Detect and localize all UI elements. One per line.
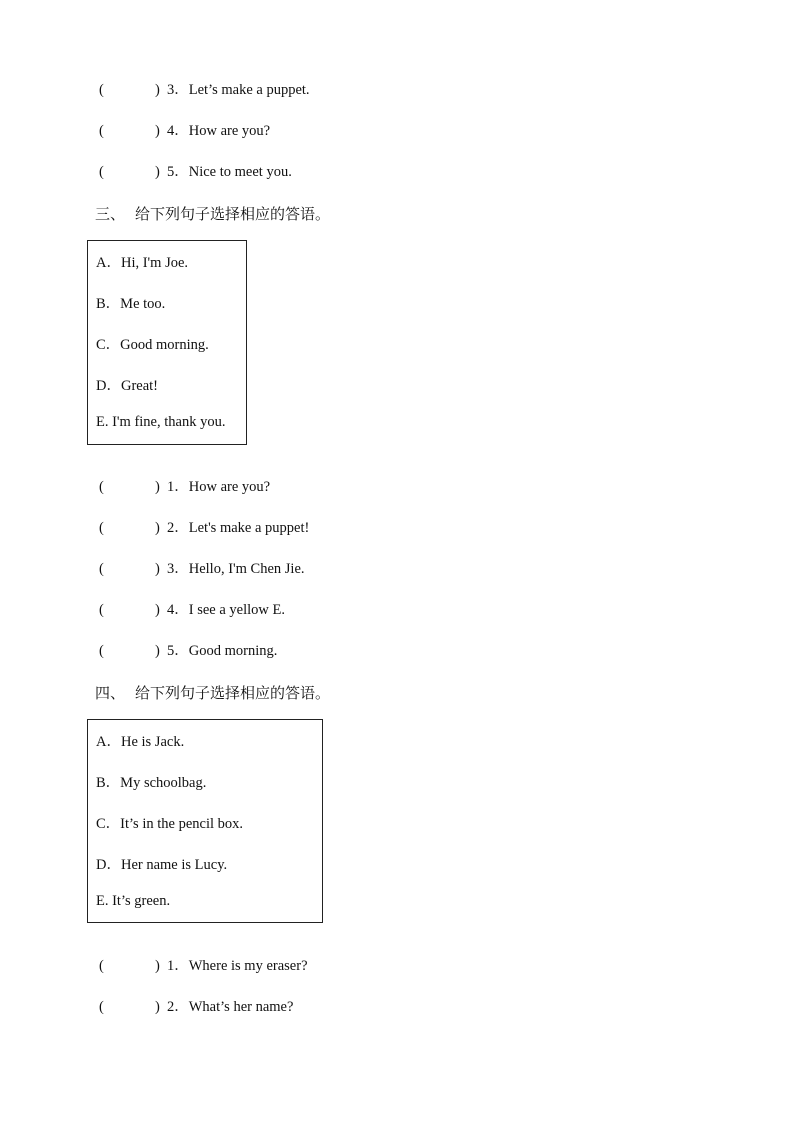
option-a: A．Hi, I'm Joe.: [96, 255, 189, 271]
answer-blank-open[interactable]: (: [99, 999, 104, 1015]
answer-blank-close: ): [155, 520, 160, 536]
answer-blank-open[interactable]: (: [99, 958, 104, 974]
item-text: Where is my eraser?: [188, 958, 308, 974]
option-b: B．My schoolbag.: [96, 775, 207, 791]
option-e: E. It’s green.: [96, 893, 171, 909]
option-b: B．Me too.: [96, 296, 166, 312]
option-d: D．Her name is Lucy.: [96, 857, 228, 873]
item-number: 3: [167, 82, 175, 98]
option-d: D．Great!: [96, 378, 159, 394]
item-number: 4: [167, 123, 175, 139]
section-heading: [95, 682, 330, 704]
item-text: What’s her name?: [188, 999, 294, 1015]
item-number: 3: [167, 561, 175, 577]
item-text: Good morning.: [188, 643, 278, 659]
item-text: Hello, I'm Chen Jie.: [188, 561, 305, 577]
option-c: C．It’s in the pencil box.: [96, 816, 243, 832]
answer-blank-close: ): [155, 164, 160, 180]
section-title: 给下列句子选择相应的答语。: [135, 684, 331, 702]
answer-blank-close: ): [155, 82, 160, 98]
section-title: 给下列句子选择相应的答语。: [135, 205, 331, 223]
worksheet-page: ( ) 3．Let’s make a puppet. ( ) 4．How are you? ( ) 5．Nice to meet you. 三、 给下列句子选择相应的答语。 A．Hi, I'm Joe. B．Me too. C．Good morning. D．Great! E. I'm fine, thank you. ( ) 1．How are you? ( ) 2．Let's make a puppet! ( ) 3．Hello, I'm Chen Jie. ( ) 4．I see a yellow E. ( ) 5．Good morning. 四、 给下列句子选择相应的答语。 A．He is Jack. B．My schoolbag. C．It’s in the pencil box. D．Her name is Lucy. E. It’s green. ( ) 1．Where is my eraser? ( ) 2．What’s her name?: [0, 0, 794, 1123]
item-text: Nice to meet you.: [188, 164, 292, 180]
item-text: Let’s make a puppet.: [188, 82, 310, 98]
item-number: 5: [167, 164, 175, 180]
section-number: 四、: [95, 684, 126, 702]
item-number: 2: [167, 520, 175, 536]
answer-blank-open[interactable]: (: [99, 164, 104, 180]
answer-blank-open[interactable]: (: [99, 602, 104, 618]
answer-blank-open[interactable]: (: [99, 82, 104, 98]
answer-blank-close: ): [155, 561, 160, 577]
item-text: How are you?: [188, 123, 271, 139]
answer-blank-close: ): [155, 999, 160, 1015]
option-e: E. I'm fine, thank you.: [96, 414, 226, 430]
item-number: 1: [167, 958, 175, 974]
answer-blank-close: ): [155, 479, 160, 495]
section-number: 三、: [95, 205, 126, 223]
answer-blank-open[interactable]: (: [99, 643, 104, 659]
answer-blank-close: ): [155, 958, 160, 974]
option-a: A．He is Jack.: [96, 734, 185, 750]
options-box: [87, 240, 247, 445]
answer-blank-open[interactable]: (: [99, 561, 104, 577]
option-c: C．Good morning.: [96, 337, 209, 353]
answer-blank-close: ): [155, 643, 160, 659]
answer-blank-close: ): [155, 123, 160, 139]
answer-blank-open[interactable]: (: [99, 479, 104, 495]
item-number: 2: [167, 999, 175, 1015]
item-text: Let's make a puppet!: [188, 520, 310, 536]
options-box: [87, 719, 323, 923]
item-number: 4: [167, 602, 175, 618]
item-text: How are you?: [188, 479, 271, 495]
answer-blank-open[interactable]: (: [99, 123, 104, 139]
section-heading: [95, 203, 330, 225]
answer-blank-open[interactable]: (: [99, 520, 104, 536]
item-number: 5: [167, 643, 175, 659]
answer-blank-close: ): [155, 602, 160, 618]
item-text: I see a yellow E.: [188, 602, 285, 618]
item-number: 1: [167, 479, 175, 495]
